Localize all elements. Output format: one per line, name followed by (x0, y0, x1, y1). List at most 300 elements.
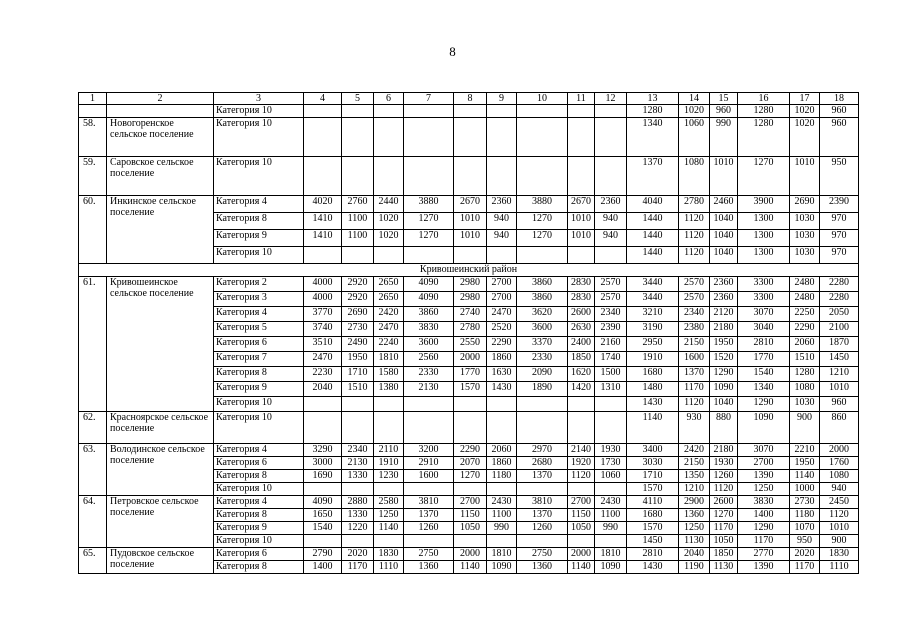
value-cell: 2120 (710, 307, 738, 322)
value-cell (342, 397, 374, 412)
value-cell: 1850 (568, 352, 595, 367)
value-cell: 2780 (454, 322, 487, 337)
value-cell (454, 412, 487, 444)
value-cell: 2040 (679, 548, 710, 561)
category-cell: Категория 5 (214, 322, 304, 337)
value-cell: 2000 (454, 548, 487, 561)
value-cell: 3770 (304, 307, 342, 322)
value-cell: 1140 (568, 561, 595, 574)
value-cell: 1330 (342, 470, 374, 483)
value-cell (404, 397, 454, 412)
value-cell: 2150 (679, 457, 710, 470)
settlement-cell: Саровское сельское поселение (107, 157, 214, 196)
category-cell: Категория 6 (214, 457, 304, 470)
district-name: Кривошеинский район (79, 264, 859, 277)
value-cell: 1410 (304, 213, 342, 230)
value-cell (454, 397, 487, 412)
value-cell: 1150 (454, 509, 487, 522)
value-cell: 2430 (487, 496, 517, 509)
value-cell: 1770 (454, 367, 487, 382)
value-cell: 3190 (627, 322, 679, 337)
value-cell: 2360 (595, 196, 627, 213)
value-cell: 1450 (627, 535, 679, 548)
value-cell: 950 (790, 535, 820, 548)
category-cell: Категория 9 (214, 382, 304, 397)
value-cell (487, 535, 517, 548)
value-cell (454, 157, 487, 196)
value-cell: 2390 (595, 322, 627, 337)
category-cell: Категория 10 (214, 105, 304, 118)
table-row (79, 118, 859, 157)
value-cell: 2790 (304, 548, 342, 561)
value-cell: 1890 (517, 382, 568, 397)
value-cell: 2470 (304, 352, 342, 367)
value-cell: 1810 (374, 352, 404, 367)
value-cell: 2970 (517, 444, 568, 457)
header-cell: 8 (454, 93, 487, 105)
value-cell (595, 105, 627, 118)
value-cell: 1220 (342, 522, 374, 535)
row-number-cell: 64. (79, 496, 107, 548)
value-cell: 3440 (627, 292, 679, 307)
category-cell: Категория 6 (214, 548, 304, 561)
value-cell: 2000 (454, 352, 487, 367)
value-cell (568, 118, 595, 157)
value-cell: 1290 (738, 397, 790, 412)
value-cell: 1250 (374, 509, 404, 522)
settlement-cell: Володинское сельское поселение (107, 444, 214, 496)
header-cell: 7 (404, 93, 454, 105)
value-cell: 1370 (627, 157, 679, 196)
value-cell: 1090 (710, 382, 738, 397)
value-cell (304, 118, 342, 157)
value-cell: 1010 (820, 522, 859, 535)
value-cell: 2380 (679, 322, 710, 337)
value-cell (374, 535, 404, 548)
value-cell: 1580 (374, 367, 404, 382)
value-cell: 2830 (568, 292, 595, 307)
value-cell: 2570 (595, 292, 627, 307)
value-cell: 1950 (342, 352, 374, 367)
value-cell: 1920 (568, 457, 595, 470)
value-cell: 1040 (710, 247, 738, 264)
price-table (78, 92, 859, 574)
value-cell: 1620 (568, 367, 595, 382)
value-cell: 2700 (487, 292, 517, 307)
value-cell (517, 483, 568, 496)
value-cell (404, 535, 454, 548)
value-cell: 3600 (404, 337, 454, 352)
category-cell: Категория 10 (214, 483, 304, 496)
value-cell (404, 105, 454, 118)
category-cell: Категория 8 (214, 213, 304, 230)
value-cell: 4000 (304, 277, 342, 292)
value-cell: 4020 (304, 196, 342, 213)
header-cell: 15 (710, 93, 738, 105)
category-cell: Категория 8 (214, 367, 304, 382)
table-row (79, 444, 859, 457)
value-cell: 1030 (790, 397, 820, 412)
value-cell: 2760 (342, 196, 374, 213)
header-row (79, 93, 859, 105)
value-cell: 1510 (342, 382, 374, 397)
value-cell (568, 535, 595, 548)
value-cell: 2460 (710, 196, 738, 213)
settlement-cell: Красноярское сельское поселение (107, 412, 214, 444)
value-cell: 960 (710, 105, 738, 118)
value-cell (517, 105, 568, 118)
value-cell: 3040 (738, 322, 790, 337)
value-cell: 3810 (404, 496, 454, 509)
value-cell: 1030 (790, 213, 820, 230)
value-cell: 950 (820, 157, 859, 196)
category-cell: Категория 8 (214, 509, 304, 522)
value-cell: 1080 (820, 470, 859, 483)
value-cell: 3370 (517, 337, 568, 352)
value-cell (454, 535, 487, 548)
value-cell (595, 483, 627, 496)
value-cell: 2670 (568, 196, 595, 213)
settlement-cell: Инкинское сельское поселение (107, 196, 214, 264)
value-cell: 3400 (627, 444, 679, 457)
value-cell: 1280 (738, 105, 790, 118)
header-cell: 1 (79, 93, 107, 105)
value-cell (374, 105, 404, 118)
value-cell: 2480 (790, 292, 820, 307)
settlement-cell: Пудовское сельское поселение (107, 548, 214, 574)
value-cell: 2780 (679, 196, 710, 213)
value-cell (517, 247, 568, 264)
value-cell: 900 (820, 535, 859, 548)
value-cell: 2440 (374, 196, 404, 213)
value-cell: 1370 (517, 470, 568, 483)
value-cell: 1370 (404, 509, 454, 522)
value-cell: 1740 (595, 352, 627, 367)
value-cell: 1340 (738, 382, 790, 397)
header-cell: 17 (790, 93, 820, 105)
value-cell: 2900 (679, 496, 710, 509)
value-cell: 1100 (487, 509, 517, 522)
value-cell: 1310 (595, 382, 627, 397)
row-number-cell: 63. (79, 444, 107, 496)
value-cell (304, 535, 342, 548)
value-cell: 2700 (738, 457, 790, 470)
value-cell: 2020 (790, 548, 820, 561)
category-cell: Категория 4 (214, 307, 304, 322)
value-cell: 1140 (790, 470, 820, 483)
value-cell: 1930 (595, 444, 627, 457)
value-cell: 970 (820, 213, 859, 230)
table-row (79, 196, 859, 213)
value-cell: 2830 (568, 277, 595, 292)
value-cell: 2690 (342, 307, 374, 322)
value-cell: 2130 (404, 382, 454, 397)
category-cell: Категория 4 (214, 196, 304, 213)
value-cell (404, 157, 454, 196)
value-cell: 1360 (404, 561, 454, 574)
value-cell: 2810 (627, 548, 679, 561)
value-cell: 2480 (790, 277, 820, 292)
header-cell: 10 (517, 93, 568, 105)
value-cell: 1170 (790, 561, 820, 574)
value-cell: 1360 (679, 509, 710, 522)
value-cell: 1930 (710, 457, 738, 470)
row-number-cell: 60. (79, 196, 107, 264)
value-cell (342, 118, 374, 157)
value-cell (568, 483, 595, 496)
value-cell: 1710 (627, 470, 679, 483)
value-cell (304, 105, 342, 118)
value-cell: 2110 (374, 444, 404, 457)
value-cell: 1270 (404, 230, 454, 247)
category-cell: Категория 10 (214, 397, 304, 412)
value-cell (487, 483, 517, 496)
value-cell: 960 (820, 118, 859, 157)
value-cell: 1010 (454, 230, 487, 247)
value-cell: 1570 (627, 483, 679, 496)
value-cell: 2750 (404, 548, 454, 561)
value-cell: 2920 (342, 277, 374, 292)
value-cell: 3300 (738, 292, 790, 307)
value-cell: 1260 (710, 470, 738, 483)
value-cell: 1950 (790, 457, 820, 470)
value-cell: 1430 (487, 382, 517, 397)
value-cell: 2650 (374, 292, 404, 307)
value-cell: 1120 (679, 397, 710, 412)
value-cell: 2550 (454, 337, 487, 352)
value-cell: 3030 (627, 457, 679, 470)
value-cell: 3070 (738, 307, 790, 322)
value-cell: 2390 (820, 196, 859, 213)
value-cell: 1420 (568, 382, 595, 397)
value-cell: 1270 (517, 213, 568, 230)
category-cell: Категория 9 (214, 522, 304, 535)
value-cell: 2630 (568, 322, 595, 337)
value-cell: 2140 (568, 444, 595, 457)
value-cell: 1020 (790, 118, 820, 157)
value-cell: 2210 (790, 444, 820, 457)
value-cell (454, 483, 487, 496)
value-cell: 1380 (374, 382, 404, 397)
value-cell: 1250 (679, 522, 710, 535)
value-cell: 1130 (679, 535, 710, 548)
value-cell: 1570 (454, 382, 487, 397)
value-cell: 1120 (679, 230, 710, 247)
value-cell: 1090 (487, 561, 517, 574)
value-cell: 3510 (304, 337, 342, 352)
header-cell: 12 (595, 93, 627, 105)
value-cell (595, 247, 627, 264)
value-cell: 1180 (790, 509, 820, 522)
value-cell: 1110 (820, 561, 859, 574)
value-cell: 2680 (517, 457, 568, 470)
header-cell: 16 (738, 93, 790, 105)
value-cell: 1540 (738, 367, 790, 382)
value-cell: 1730 (595, 457, 627, 470)
value-cell: 2040 (304, 382, 342, 397)
value-cell: 1020 (679, 105, 710, 118)
value-cell (404, 483, 454, 496)
value-cell (568, 247, 595, 264)
value-cell (404, 412, 454, 444)
value-cell: 2290 (454, 444, 487, 457)
value-cell: 2180 (710, 322, 738, 337)
value-cell: 1680 (627, 509, 679, 522)
value-cell: 1030 (790, 230, 820, 247)
value-cell (374, 247, 404, 264)
value-cell: 1300 (738, 247, 790, 264)
value-cell: 2330 (517, 352, 568, 367)
value-cell: 1080 (790, 382, 820, 397)
value-cell: 1040 (710, 397, 738, 412)
value-cell: 1120 (710, 483, 738, 496)
value-cell: 2060 (790, 337, 820, 352)
value-cell: 1870 (820, 337, 859, 352)
value-cell: 2980 (454, 277, 487, 292)
value-cell (342, 412, 374, 444)
header-cell: 13 (627, 93, 679, 105)
value-cell: 1270 (738, 157, 790, 196)
category-cell: Категория 8 (214, 561, 304, 574)
value-cell: 1210 (820, 367, 859, 382)
value-cell: 990 (595, 522, 627, 535)
table-row (79, 412, 859, 444)
value-cell: 4090 (404, 292, 454, 307)
value-cell: 1130 (710, 561, 738, 574)
value-cell (517, 412, 568, 444)
category-cell: Категория 6 (214, 337, 304, 352)
value-cell: 1080 (679, 157, 710, 196)
value-cell: 4000 (304, 292, 342, 307)
value-cell (487, 247, 517, 264)
category-cell: Категория 10 (214, 412, 304, 444)
value-cell: 2520 (487, 322, 517, 337)
value-cell: 2330 (404, 367, 454, 382)
value-cell: 2910 (404, 457, 454, 470)
value-cell: 1270 (454, 470, 487, 483)
header-cell: 3 (214, 93, 304, 105)
value-cell: 1010 (568, 230, 595, 247)
value-cell: 2240 (374, 337, 404, 352)
value-cell: 900 (790, 412, 820, 444)
value-cell: 940 (595, 230, 627, 247)
value-cell: 2450 (820, 496, 859, 509)
header-cell: 2 (107, 93, 214, 105)
value-cell: 1830 (374, 548, 404, 561)
page-number: 8 (449, 44, 456, 59)
value-cell (374, 412, 404, 444)
value-cell: 940 (487, 213, 517, 230)
table-row (79, 105, 859, 118)
value-cell: 1110 (374, 561, 404, 574)
value-cell: 1170 (738, 535, 790, 548)
value-cell: 1350 (679, 470, 710, 483)
value-cell: 4110 (627, 496, 679, 509)
value-cell (404, 118, 454, 157)
value-cell: 1120 (679, 213, 710, 230)
value-cell (487, 118, 517, 157)
value-cell: 1650 (304, 509, 342, 522)
value-cell: 2060 (487, 444, 517, 457)
value-cell (595, 412, 627, 444)
value-cell: 970 (820, 230, 859, 247)
value-cell: 2340 (595, 307, 627, 322)
category-cell: Категория 7 (214, 352, 304, 367)
value-cell: 1440 (627, 230, 679, 247)
value-cell (374, 483, 404, 496)
value-cell: 1010 (568, 213, 595, 230)
value-cell: 4090 (404, 277, 454, 292)
value-cell: 1100 (595, 509, 627, 522)
value-cell: 1710 (342, 367, 374, 382)
value-cell: 860 (820, 412, 859, 444)
value-cell: 2360 (710, 277, 738, 292)
value-cell: 1290 (738, 522, 790, 535)
value-cell: 1860 (487, 352, 517, 367)
row-number-cell: 65. (79, 548, 107, 574)
value-cell: 2000 (568, 548, 595, 561)
category-cell: Категория 2 (214, 277, 304, 292)
value-cell (304, 483, 342, 496)
value-cell: 2600 (710, 496, 738, 509)
row-number-cell: 61. (79, 277, 107, 412)
value-cell: 1300 (738, 230, 790, 247)
value-cell: 1850 (710, 548, 738, 561)
value-cell: 1950 (710, 337, 738, 352)
value-cell: 2730 (790, 496, 820, 509)
value-cell: 1390 (738, 470, 790, 483)
value-cell: 2160 (595, 337, 627, 352)
value-cell: 1360 (517, 561, 568, 574)
value-cell: 2360 (710, 292, 738, 307)
value-cell: 2570 (595, 277, 627, 292)
category-cell: Категория 10 (214, 535, 304, 548)
value-cell: 1250 (738, 483, 790, 496)
value-cell (568, 157, 595, 196)
value-cell (487, 105, 517, 118)
value-cell: 1810 (595, 548, 627, 561)
value-cell: 3860 (404, 307, 454, 322)
value-cell: 1090 (738, 412, 790, 444)
value-cell: 1330 (342, 509, 374, 522)
value-cell: 1390 (738, 561, 790, 574)
category-cell: Категория 3 (214, 292, 304, 307)
value-cell: 2490 (342, 337, 374, 352)
value-cell: 2750 (517, 548, 568, 561)
value-cell: 1860 (487, 457, 517, 470)
value-cell: 1010 (790, 157, 820, 196)
value-cell: 2430 (595, 496, 627, 509)
value-cell (454, 247, 487, 264)
category-cell: Категория 4 (214, 496, 304, 509)
value-cell: 1060 (679, 118, 710, 157)
value-cell: 1370 (679, 367, 710, 382)
value-cell: 2740 (454, 307, 487, 322)
value-cell: 1280 (738, 118, 790, 157)
value-cell (487, 397, 517, 412)
value-cell (404, 247, 454, 264)
value-cell: 2420 (679, 444, 710, 457)
settlement-cell (107, 105, 214, 118)
value-cell: 2280 (820, 277, 859, 292)
value-cell: 2600 (568, 307, 595, 322)
value-cell: 1040 (710, 230, 738, 247)
value-cell: 1120 (679, 247, 710, 264)
value-cell: 2290 (487, 337, 517, 352)
value-cell (374, 118, 404, 157)
value-cell: 2880 (342, 496, 374, 509)
value-cell: 1140 (374, 522, 404, 535)
